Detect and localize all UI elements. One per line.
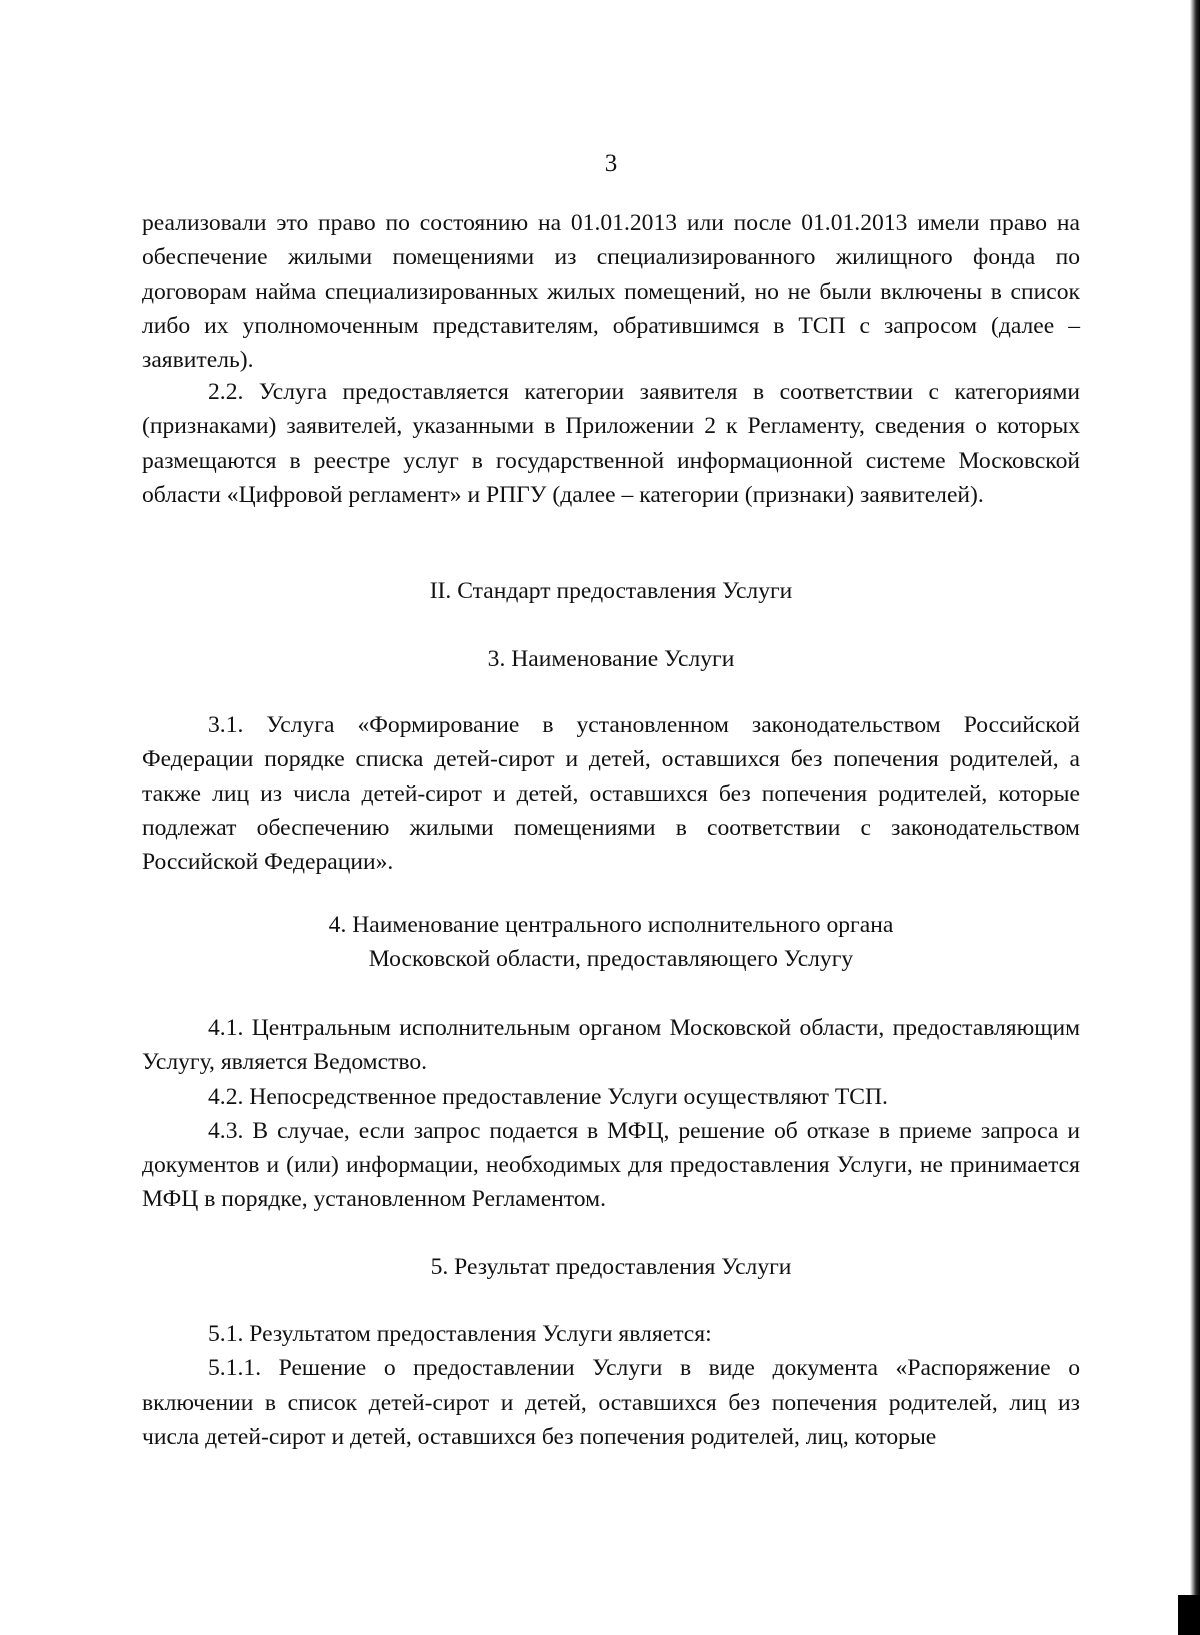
paragraph-3-1: 3.1. Услуга «Формирование в установленном законодательством Российской Федерации порядке списка детей-сирот и детей, оставшихся без попечения родителей, а также лиц из числа детей-сирот и детей, оставшихся без попечения родителей, которые подлежат обеспечению жилыми помещениями в соответствии с законодательством Российской Федерации». [142,712,1080,876]
paragraph-4-2: 4.2. Непосредственное предоставление Услуги осуществляют ТСП. [208,1083,888,1110]
paragraph-group-3 [142,708,1080,879]
paragraph-4-1: 4.1. Центральным исполнительным органом Московской области, предоставляющим Услугу, является Ведомство. [142,1015,1080,1076]
heading-executive-body-line1: 4. Наименование центрального исполнительного органа [328,912,894,938]
paragraph-4-3: 4.3. В случае, если запрос подается в МФЦ, решение об отказе в приеме запроса и документов и (или) информации, необходимых для предоставления Услуги, не принимается МФЦ в порядке, установленном Регламентом. [142,1117,1080,1213]
page-number: 3 [604,150,618,177]
heading-service-result: 5. Результат предоставления Услуги [430,1254,792,1280]
paragraph-group-5 [142,1317,1080,1454]
section-heading-standard: II. Стандарт предоставления Услуги [429,578,793,604]
paragraph-group-4 [142,1011,1080,1217]
scan-corner-shadow [1178,1595,1200,1635]
paragraph-5-1-1: 5.1.1. Решение о предоставлении Услуги в виде документа «Распоряжение о включении в список детей-сирот и детей, оставшихся без попечения родителей, лиц из числа детей-сирот и детей, оставшихся без попечения родителей, лиц, которые [142,1355,1080,1450]
paragraph-2-2: 2.2. Услуга предоставляется категории заявителя в соответствии с категориями (признаками) заявителей, указанными в Приложении 2 к Регламенту, сведения о которых размещаются в реестре услуг в государственной информационной системе Московской области «Цифровой регламент» и РПГУ (далее – категории (признаки) заявителей). [142,379,1080,508]
paragraph-5-1: 5.1. Результатом предоставления Услуги является: [208,1321,712,1347]
heading-executive-body [142,908,1080,977]
paragraph-continuation: реализовали это право по состоянию на 01.01.2013 или после 01.01.2013 имели право на обеспечение жилыми помещениями из специализированного жилищного фонда по договорам найма специализированных жилых помещений, но не были включены в список либо их уполномоченным представителям, обратившимся в ТСП с запросом (далее – заявитель). [142,210,1080,374]
paragraph-group-section-2 [142,206,1080,377]
heading-executive-body-line2: Московской области, предоставляющего Услугу [368,946,854,973]
paragraph-group-2-2 [142,375,1080,512]
scan-edge-shadow [1190,0,1200,1635]
heading-service-name: 3. Наименование Услуги [487,646,735,672]
